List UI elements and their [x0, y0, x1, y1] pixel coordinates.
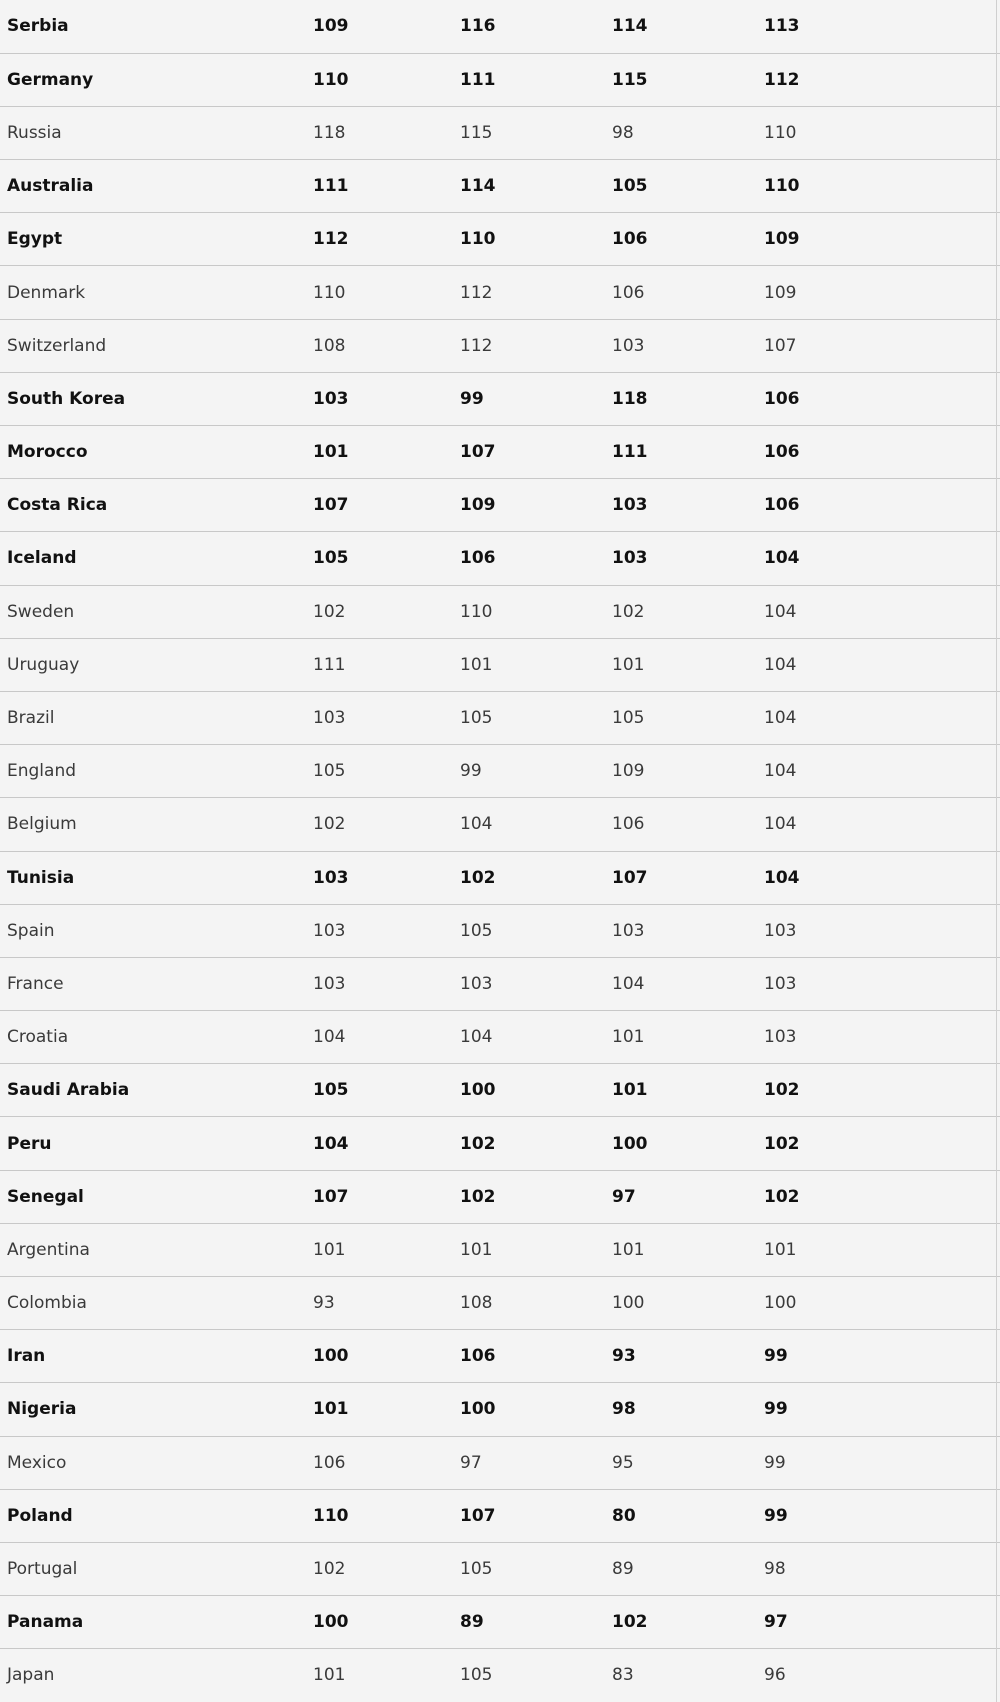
table-row	[0, 585, 1000, 638]
table-row	[0, 1542, 1000, 1595]
value-cell-4: 102	[764, 1080, 800, 1101]
value-cell-2: 106	[460, 548, 496, 569]
value-cell-1: 102	[313, 1559, 346, 1580]
table-row	[0, 532, 1000, 585]
value-cell-3: 114	[612, 16, 648, 37]
value-cell-3: 104	[612, 973, 645, 994]
value-cell-4: 106	[764, 442, 800, 463]
value-cell-2: 107	[460, 442, 496, 463]
value-cell-2: 105	[460, 1559, 493, 1580]
value-cell-3: 106	[612, 229, 648, 250]
table-row	[0, 957, 1000, 1010]
country-cell: Iran	[7, 1346, 46, 1367]
country-cell: Belgium	[7, 814, 77, 835]
country-cell: Nigeria	[7, 1399, 77, 1420]
value-cell-2: 115	[460, 122, 493, 143]
country-cell: Germany	[7, 69, 94, 90]
country-cell: Switzerland	[7, 335, 107, 356]
value-cell-4: 113	[764, 16, 800, 37]
table-row	[0, 0, 1000, 53]
table-row	[0, 1117, 1000, 1170]
value-cell-3: 103	[612, 548, 648, 569]
value-cell-3: 105	[612, 708, 645, 729]
value-cell-1: 100	[313, 1346, 349, 1367]
value-cell-4: 106	[764, 388, 800, 409]
value-cell-1: 107	[313, 495, 349, 516]
country-cell: Mexico	[7, 1452, 67, 1473]
country-cell: Sweden	[7, 601, 75, 622]
value-cell-1: 109	[313, 16, 349, 37]
country-cell: Russia	[7, 122, 62, 143]
value-cell-2: 89	[460, 1612, 484, 1633]
table-row	[0, 1011, 1000, 1064]
value-cell-1: 101	[313, 442, 349, 463]
value-cell-1: 103	[313, 973, 346, 994]
table-row	[0, 691, 1000, 744]
value-cell-1: 93	[313, 1293, 335, 1314]
value-cell-3: 118	[612, 388, 648, 409]
value-cell-1: 105	[313, 548, 349, 569]
value-cell-4: 103	[764, 920, 797, 941]
value-cell-4: 103	[764, 973, 797, 994]
value-cell-3: 95	[612, 1452, 634, 1473]
country-cell: Argentina	[7, 1239, 90, 1260]
table-row	[0, 53, 1000, 106]
value-cell-1: 112	[313, 229, 349, 250]
value-cell-4: 102	[764, 1133, 800, 1154]
value-cell-3: 105	[612, 176, 648, 197]
value-cell-2: 105	[460, 920, 493, 941]
value-cell-1: 111	[313, 654, 346, 675]
table-row	[0, 1170, 1000, 1223]
table-row	[0, 106, 1000, 159]
value-cell-1: 101	[313, 1239, 346, 1260]
value-cell-3: 100	[612, 1133, 648, 1154]
table-row	[0, 1649, 1000, 1702]
value-cell-4: 102	[764, 1186, 800, 1207]
country-cell: Panama	[7, 1612, 84, 1633]
country-cell: Colombia	[7, 1293, 87, 1314]
table-row	[0, 1064, 1000, 1117]
table-row	[0, 1277, 1000, 1330]
value-cell-1: 105	[313, 761, 346, 782]
country-cell: Peru	[7, 1133, 52, 1154]
table-row	[0, 798, 1000, 851]
value-cell-2: 100	[460, 1399, 496, 1420]
country-cell: Denmark	[7, 282, 86, 303]
value-cell-2: 112	[460, 335, 493, 356]
value-cell-1: 104	[313, 1027, 346, 1048]
table-row	[0, 372, 1000, 425]
table-row	[0, 160, 1000, 213]
country-cell: Portugal	[7, 1559, 78, 1580]
value-cell-4: 99	[764, 1399, 788, 1420]
value-cell-1: 103	[313, 867, 349, 888]
value-cell-4: 100	[764, 1293, 797, 1314]
value-cell-2: 105	[460, 708, 493, 729]
value-cell-2: 112	[460, 282, 493, 303]
value-cell-3: 93	[612, 1346, 636, 1367]
value-cell-3: 80	[612, 1505, 636, 1526]
value-cell-4: 110	[764, 122, 797, 143]
value-cell-3: 101	[612, 654, 645, 675]
table-right-border	[996, 0, 997, 1702]
country-cell: Uruguay	[7, 654, 80, 675]
value-cell-1: 108	[313, 335, 346, 356]
value-cell-4: 103	[764, 1027, 797, 1048]
value-cell-2: 97	[460, 1452, 482, 1473]
country-cell: England	[7, 761, 77, 782]
value-cell-4: 104	[764, 814, 797, 835]
value-cell-2: 116	[460, 16, 496, 37]
value-cell-3: 101	[612, 1027, 645, 1048]
value-cell-2: 106	[460, 1346, 496, 1367]
table-row	[0, 1383, 1000, 1436]
value-cell-3: 83	[612, 1665, 634, 1686]
value-cell-3: 115	[612, 69, 648, 90]
table-row	[0, 638, 1000, 691]
value-cell-2: 99	[460, 388, 484, 409]
value-cell-2: 102	[460, 867, 496, 888]
country-cell: Senegal	[7, 1186, 84, 1207]
value-cell-4: 112	[764, 69, 800, 90]
value-cell-3: 103	[612, 920, 645, 941]
table-row	[0, 1489, 1000, 1542]
country-cell: Egypt	[7, 229, 63, 250]
value-cell-3: 109	[612, 761, 645, 782]
country-cell: Iceland	[7, 548, 77, 569]
value-cell-1: 101	[313, 1399, 349, 1420]
value-cell-4: 104	[764, 867, 800, 888]
value-cell-3: 103	[612, 495, 648, 516]
value-cell-4: 98	[764, 1559, 786, 1580]
country-cell: Tunisia	[7, 867, 75, 888]
value-cell-2: 102	[460, 1186, 496, 1207]
country-cell: Costa Rica	[7, 495, 108, 516]
value-cell-1: 105	[313, 1080, 349, 1101]
value-cell-2: 99	[460, 761, 482, 782]
value-cell-3: 106	[612, 282, 645, 303]
value-cell-1: 103	[313, 920, 346, 941]
value-cell-3: 106	[612, 814, 645, 835]
value-cell-2: 101	[460, 1239, 493, 1260]
value-cell-2: 107	[460, 1505, 496, 1526]
value-cell-1: 100	[313, 1612, 349, 1633]
value-cell-4: 104	[764, 654, 797, 675]
value-cell-2: 103	[460, 973, 493, 994]
value-cell-3: 89	[612, 1559, 634, 1580]
value-cell-3: 107	[612, 867, 648, 888]
country-cell: Spain	[7, 920, 55, 941]
value-cell-1: 111	[313, 176, 349, 197]
value-cell-2: 108	[460, 1293, 493, 1314]
value-cell-4: 101	[764, 1239, 797, 1260]
value-cell-3: 111	[612, 442, 648, 463]
country-cell: Poland	[7, 1505, 73, 1526]
table-row	[0, 479, 1000, 532]
value-cell-3: 97	[612, 1186, 636, 1207]
value-cell-4: 99	[764, 1452, 786, 1473]
country-cell: Croatia	[7, 1027, 69, 1048]
table-row	[0, 745, 1000, 798]
table-row	[0, 1330, 1000, 1383]
value-cell-4: 99	[764, 1346, 788, 1367]
value-cell-3: 101	[612, 1239, 645, 1260]
table-row	[0, 851, 1000, 904]
value-cell-1: 103	[313, 388, 349, 409]
value-cell-3: 98	[612, 122, 634, 143]
value-cell-2: 111	[460, 69, 496, 90]
value-cell-3: 102	[612, 601, 645, 622]
country-cell: Saudi Arabia	[7, 1080, 130, 1101]
value-cell-1: 110	[313, 69, 349, 90]
value-cell-1: 106	[313, 1452, 346, 1473]
value-cell-4: 104	[764, 601, 797, 622]
value-cell-1: 118	[313, 122, 346, 143]
value-cell-4: 104	[764, 548, 800, 569]
table-row	[0, 1596, 1000, 1649]
value-cell-4: 107	[764, 335, 797, 356]
country-cell: South Korea	[7, 388, 126, 409]
country-cell: Serbia	[7, 16, 69, 37]
value-cell-2: 104	[460, 1027, 493, 1048]
table-row	[0, 213, 1000, 266]
value-cell-2: 102	[460, 1133, 496, 1154]
value-cell-2: 110	[460, 601, 493, 622]
value-cell-4: 99	[764, 1505, 788, 1526]
value-cell-4: 96	[764, 1665, 786, 1686]
value-cell-4: 109	[764, 282, 797, 303]
value-cell-1: 101	[313, 1665, 346, 1686]
value-cell-2: 114	[460, 176, 496, 197]
country-cell: France	[7, 973, 64, 994]
value-cell-1: 110	[313, 282, 346, 303]
value-cell-4: 109	[764, 229, 800, 250]
country-cell: Australia	[7, 176, 94, 197]
value-cell-2: 100	[460, 1080, 496, 1101]
value-cell-3: 101	[612, 1080, 648, 1101]
value-cell-1: 102	[313, 814, 346, 835]
value-cell-2: 110	[460, 229, 496, 250]
table-row	[0, 1436, 1000, 1489]
value-cell-1: 110	[313, 1505, 349, 1526]
value-cell-4: 106	[764, 495, 800, 516]
table-row	[0, 319, 1000, 372]
value-cell-2: 101	[460, 654, 493, 675]
value-cell-4: 97	[764, 1612, 788, 1633]
value-cell-2: 104	[460, 814, 493, 835]
value-cell-4: 104	[764, 708, 797, 729]
value-cell-4: 110	[764, 176, 800, 197]
table-row	[0, 1223, 1000, 1276]
value-cell-3: 100	[612, 1293, 645, 1314]
value-cell-3: 98	[612, 1399, 636, 1420]
country-cell: Japan	[7, 1665, 55, 1686]
table-row	[0, 426, 1000, 479]
value-cell-1: 104	[313, 1133, 349, 1154]
value-cell-3: 102	[612, 1612, 648, 1633]
value-cell-2: 109	[460, 495, 496, 516]
value-cell-1: 103	[313, 708, 346, 729]
value-cell-2: 105	[460, 1665, 493, 1686]
country-cell: Brazil	[7, 708, 55, 729]
country-cell: Morocco	[7, 442, 88, 463]
value-cell-1: 102	[313, 601, 346, 622]
value-cell-1: 107	[313, 1186, 349, 1207]
table-row	[0, 904, 1000, 957]
value-cell-4: 104	[764, 761, 797, 782]
value-cell-3: 103	[612, 335, 645, 356]
table-row	[0, 266, 1000, 319]
